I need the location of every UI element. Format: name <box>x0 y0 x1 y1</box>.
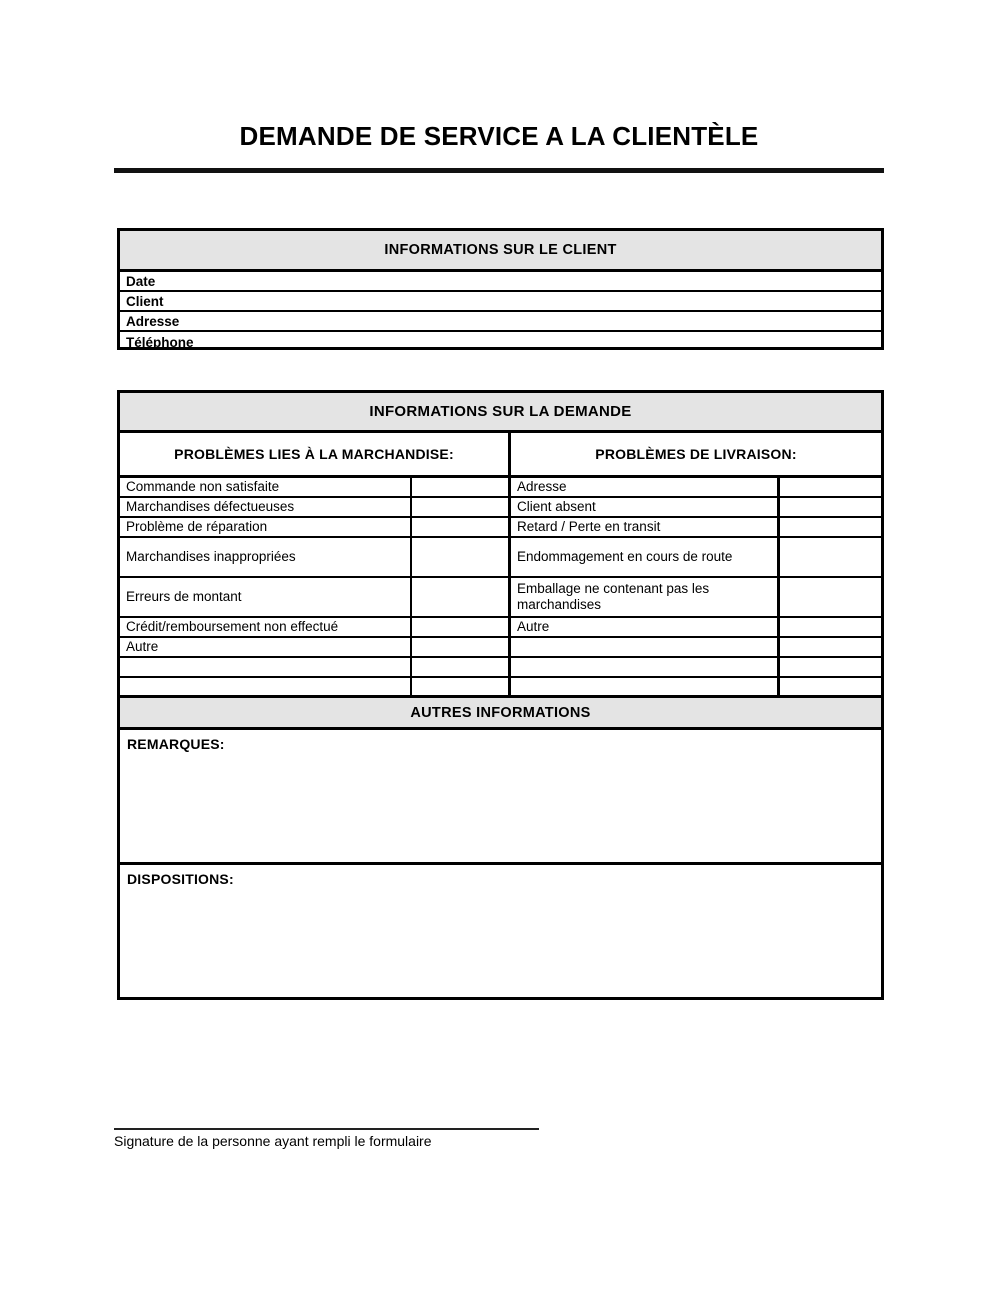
signature-caption: Signature de la personne ayant rempli le formulaire <box>114 1133 432 1149</box>
remarks-field[interactable] <box>120 730 881 865</box>
client-field-date[interactable] <box>120 272 881 292</box>
delivery-row-checkbox[interactable] <box>780 658 878 676</box>
client-field-adresse-label: Adresse <box>126 313 180 329</box>
table-row <box>511 658 881 678</box>
table-row <box>511 678 881 698</box>
merchandise-row-label[interactable] <box>120 658 412 676</box>
delivery-row-label: Adresse <box>511 478 780 496</box>
merchandise-row-checkbox[interactable] <box>412 678 507 695</box>
table-row <box>511 518 881 538</box>
table-row <box>120 678 508 698</box>
delivery-problem-column <box>511 478 881 698</box>
delivery-row-label[interactable] <box>511 678 780 695</box>
remarks-label: REMARQUES: <box>127 736 225 752</box>
merchandise-row-label: Commande non satisfaite <box>120 478 412 496</box>
delivery-row-label: Endommagement en cours de route <box>511 538 780 576</box>
table-row <box>120 638 508 658</box>
merchandise-problem-column <box>120 478 511 698</box>
client-field-date-label: Date <box>126 273 156 289</box>
client-field-client[interactable] <box>120 292 881 312</box>
table-row <box>120 578 508 618</box>
merchandise-row-label[interactable] <box>120 678 412 695</box>
merchandise-row-checkbox[interactable] <box>412 618 507 636</box>
client-information-table <box>117 228 884 350</box>
merchandise-row-label: Marchandises défectueuses <box>120 498 412 516</box>
table-row <box>120 498 508 518</box>
table-row <box>511 638 881 658</box>
dispositions-label: DISPOSITIONS: <box>127 871 234 887</box>
merchandise-row-checkbox[interactable] <box>412 578 507 616</box>
table-row <box>511 578 881 618</box>
table-row <box>511 538 881 578</box>
delivery-row-checkbox[interactable] <box>780 578 878 616</box>
delivery-row-checkbox[interactable] <box>780 498 878 516</box>
dispositions-field[interactable] <box>120 865 881 990</box>
problem-column-headers <box>120 433 881 478</box>
client-field-telephone[interactable] <box>120 332 881 352</box>
delivery-row-checkbox[interactable] <box>780 538 878 576</box>
table-row <box>120 618 508 638</box>
delivery-row-label[interactable] <box>511 658 780 676</box>
merchandise-row-label: Marchandises inappropriées <box>120 538 412 576</box>
table-row <box>120 518 508 538</box>
merchandise-row-checkbox[interactable] <box>412 518 507 536</box>
delivery-row-label: Autre <box>511 618 780 636</box>
merchandise-row-checkbox[interactable] <box>412 658 507 676</box>
title-divider <box>114 168 884 173</box>
client-field-telephone-label: Téléphone <box>126 334 194 350</box>
table-row <box>511 618 881 638</box>
page-title: DEMANDE DE SERVICE A LA CLIENTÈLE <box>239 121 759 151</box>
merchandise-row-checkbox[interactable] <box>412 538 507 576</box>
problem-grid <box>120 478 881 698</box>
delivery-row-checkbox[interactable] <box>780 518 878 536</box>
table-row <box>511 478 881 498</box>
client-field-client-label: Client <box>126 293 164 309</box>
table-row <box>120 538 508 578</box>
delivery-row-checkbox[interactable] <box>780 478 878 496</box>
client-section-header: INFORMATIONS SUR LE CLIENT <box>120 231 881 272</box>
client-field-adresse[interactable] <box>120 312 881 332</box>
delivery-row-label: Emballage ne contenant pas les marchandises <box>511 578 780 616</box>
merchandise-row-label: Erreurs de montant <box>120 578 412 616</box>
table-row <box>511 498 881 518</box>
merchandise-row-label: Crédit/remboursement non effectué <box>120 618 412 636</box>
delivery-row-checkbox[interactable] <box>780 678 878 695</box>
delivery-row-label: Client absent <box>511 498 780 516</box>
table-row <box>120 658 508 678</box>
merchandise-row-checkbox[interactable] <box>412 498 507 516</box>
delivery-row-label: Retard / Perte en transit <box>511 518 780 536</box>
table-row <box>120 478 508 498</box>
merchandise-row-label: Autre <box>120 638 412 656</box>
signature-line[interactable] <box>114 1128 539 1130</box>
delivery-column-header: PROBLÈMES DE LIVRAISON: <box>595 446 797 462</box>
request-information-table <box>117 390 884 1000</box>
merchandise-row-label: Problème de réparation <box>120 518 412 536</box>
other-section-header: AUTRES INFORMATIONS <box>120 698 881 730</box>
merchandise-row-checkbox[interactable] <box>412 638 507 656</box>
delivery-row-checkbox[interactable] <box>780 618 878 636</box>
delivery-row-checkbox[interactable] <box>780 638 878 656</box>
request-section-header: INFORMATIONS SUR LA DEMANDE <box>120 393 881 433</box>
delivery-row-label[interactable] <box>511 638 780 656</box>
merchandise-column-header: PROBLÈMES LIES À LA MARCHANDISE: <box>120 433 511 475</box>
merchandise-row-checkbox[interactable] <box>412 478 507 496</box>
